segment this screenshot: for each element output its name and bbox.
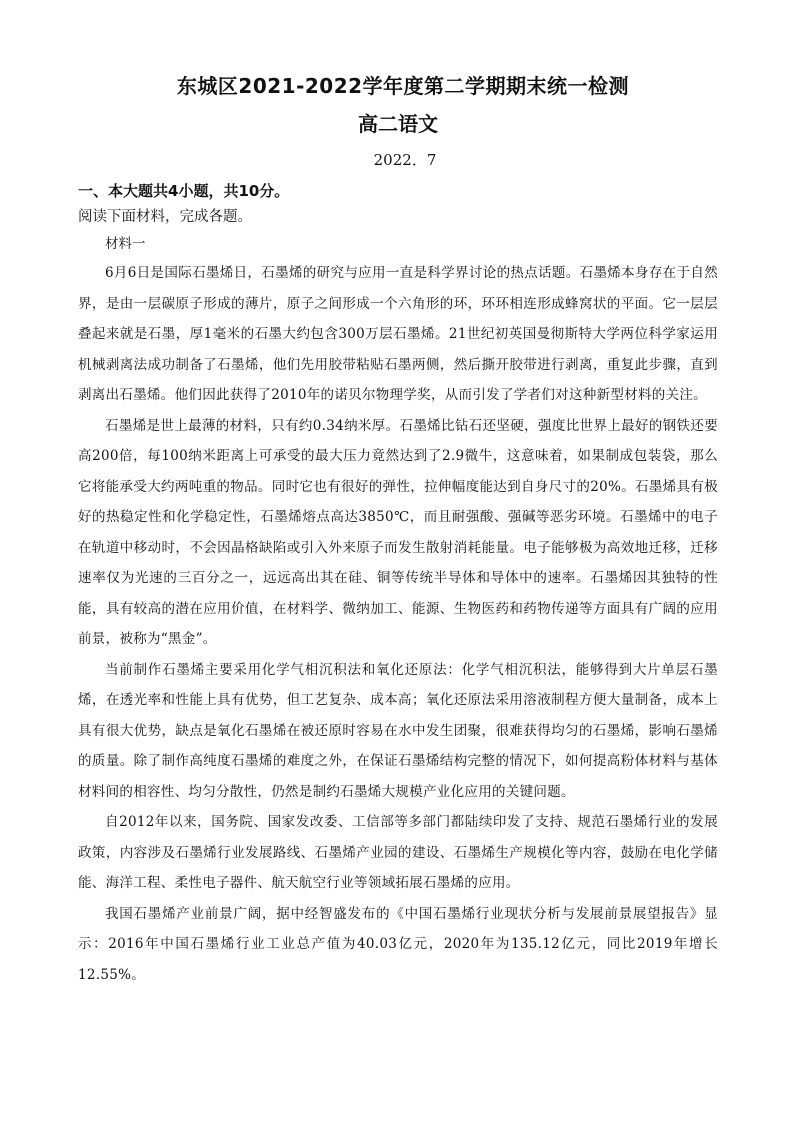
paragraph: 自2012年以来，国务院、国家发改委、工信部等多部门都陆续印发了支持、规范石墨烯行业的发展政策，内容涉及石墨烯行业发展路线、石墨烯产业园的建设、石墨烯生产规模化等内容，鼓励在电化学储能、海洋工程、柔性电子器件、航天航空行业等领域拓展石墨烯的应用。	[78, 814, 718, 891]
paragraph: 我国石墨烯产业前景广阔，据中经智盛发布的《中国石墨烯行业现状分析与发展前景展望报告》显示：2016年中国石墨烯行业工业总产值为40.03亿元，2020年为135.12亿元，同比2019年增长12.55%。	[78, 905, 718, 983]
instruction-text: 阅读下面材料，完成各题。	[78, 209, 252, 225]
exam-date: 2022．7	[373, 151, 437, 169]
exam-subject: 高二语文	[358, 112, 438, 136]
document-page	[78, 72, 718, 990]
material-label: 材料一	[105, 236, 146, 252]
section-heading: 一、本大题共4小题，共10分。	[78, 182, 290, 200]
exam-title: 东城区2021-2022学年度第二学期期末统一检测	[176, 74, 630, 98]
paragraph: 6月6日是国际石墨烯日，石墨烯的研究与应用一直是科学界讨论的热点话题。石墨烯本身存在于自然界，是由一层碳原子形成的薄片，原子之间形成一个六角形的环，环环相连形成蜂窝状的平面。它一层层叠起来就是石墨，厚1毫米的石墨大约包含300万层石墨烯。21世纪初英国曼彻斯特大学两位科学家运用机械剥离法成功制备了石墨烯，他们先用胶带粘贴石墨两侧，然后撕开胶带进行剥离，重复此步骤，直到剥离出石墨烯。他们因此获得了2010年的诺贝尔物理学奖，从而引发了学者们对这种新型材料的关注。	[78, 265, 718, 403]
paragraph: 石墨烯是世上最薄的材料，只有约0.34纳米厚。石墨烯比钻石还坚硬，强度比世界上最好的钢铁还要高200倍，每100纳米距离上可承受的最大压力竟然达到了2.9微牛，这意味着，如果制成包装袋，那么它将能承受大约两吨重的物品。同时它也有很好的弹性，拉伸幅度能达到自身尺寸的20%。石墨烯具有极好的热稳定性和化学稳定性，石墨烯熔点高达3850℃，而且耐强酸、强碱等恶劣环境。石墨烯中的电子在轨道中移动时，不会因晶格缺陷或引入外来原子而发生散射消耗能量。电子能够极为高效地迁移，迁移速率仅为光速的三百分之一，远远高出其在硅、铜等传统半导体和导体中的速率。石墨烯因其独特的性能，具有较高的潜在应用价值，在材料学、微纳加工、能源、生物医药和药物传递等方面具有广阔的应用前景，被称为“黑金”。	[78, 417, 718, 647]
paragraph: 当前制作石墨烯主要采用化学气相沉积法和氧化还原法：化学气相沉积法，能够得到大片单层石墨烯，在透光率和性能上具有优势，但工艺复杂、成本高；氧化还原法采用溶液制程方便大量制备，成本上具有很大优势，缺点是氧化石墨烯在被还原时容易在水中发生团聚，很难获得均匀的石墨烯，影响石墨烯的质量。除了制作高纯度石墨烯的难度之外，在保证石墨烯结构完整的情况下，如何提高粉体材料与基体材料间的相容性、均匀分散性，仍然是制约石墨烯大规模产业化应用的关键问题。	[78, 661, 718, 800]
